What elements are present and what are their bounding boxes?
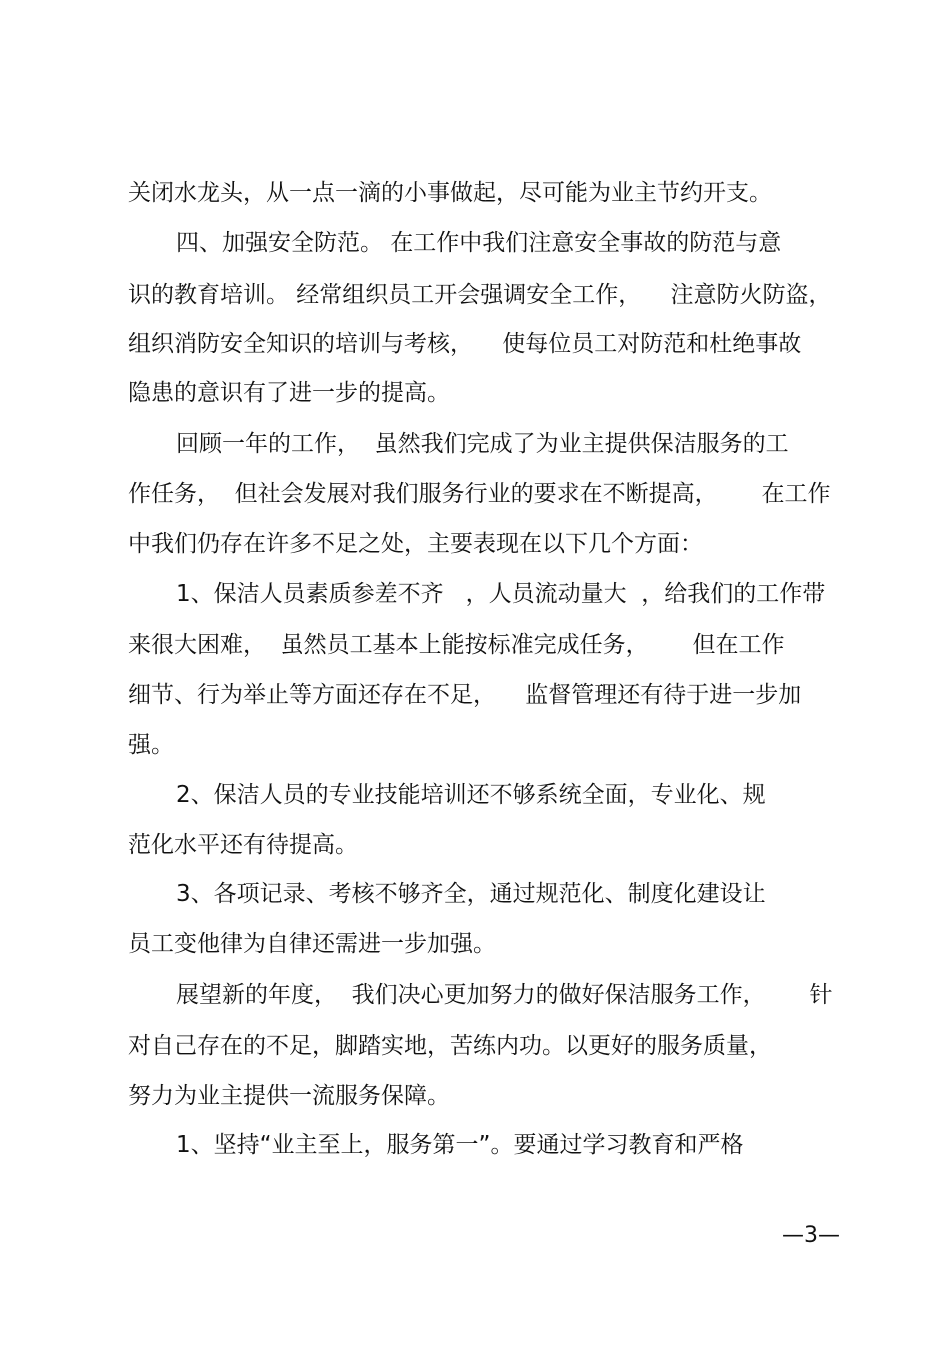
paragraph-line: 员工变他律为自律还需进一步加强。 bbox=[128, 931, 496, 957]
page-number: —3— bbox=[782, 1223, 840, 1248]
paragraph-line: 隐患的意识有了进一步的提高。 bbox=[128, 380, 450, 406]
paragraph-line: 对自己存在的不足，脚踏实地，苦练内功。以更好的服务质量， bbox=[128, 1033, 772, 1059]
paragraph-line: 四、加强安全防范。 在工作中我们注意安全事故的防范与意 bbox=[176, 230, 782, 256]
paragraph-line: 识的教育培训。 经常组织员工开会强调安全工作， 注意防火防盗， bbox=[128, 282, 832, 308]
paragraph-line: 中我们仍存在许多不足之处，主要表现在以下几个方面： bbox=[128, 531, 703, 557]
paragraph-line: 组织消防安全知识的培训与考核， 使每位员工对防范和杜绝事故 bbox=[128, 331, 802, 357]
paragraph-line: 强。 bbox=[128, 732, 174, 758]
paragraph-line: 来很大困难， 虽然员工基本上能按标准完成任务， 但在工作 bbox=[128, 632, 785, 658]
paragraph-line: 2、保洁人员的专业技能培训还不够系统全面，专业化、规 bbox=[176, 782, 766, 808]
paragraph-line: 回顾一年的工作， 虽然我们完成了为业主提供保洁服务的工 bbox=[176, 431, 789, 457]
paragraph-line: 范化水平还有待提高。 bbox=[128, 832, 358, 858]
paragraph-line: 展望新的年度， 我们决心更加努力的做好保洁服务工作， 针 bbox=[176, 982, 833, 1008]
paragraph-line: 3、各项记录、考核不够齐全，通过规范化、制度化建设让 bbox=[176, 881, 766, 907]
paragraph-line: 1、保洁人员素质参差不齐 ，人员流动量大 ，给我们的工作带 bbox=[176, 581, 826, 607]
paragraph-line: 1、坚持“业主至上，服务第一”。要通过学习教育和严格 bbox=[176, 1132, 744, 1158]
paragraph-line: 努力为业主提供一流服务保障。 bbox=[128, 1083, 450, 1109]
paragraph-line: 细节、行为举止等方面还存在不足， 监督管理还有待于进一步加 bbox=[128, 682, 802, 708]
paragraph-line: 关闭水龙头，从一点一滴的小事做起，尽可能为业主节约开支。 bbox=[128, 180, 772, 206]
paragraph-line: 作任务， 但社会发展对我们服务行业的要求在不断提高， 在工作 bbox=[128, 481, 831, 507]
